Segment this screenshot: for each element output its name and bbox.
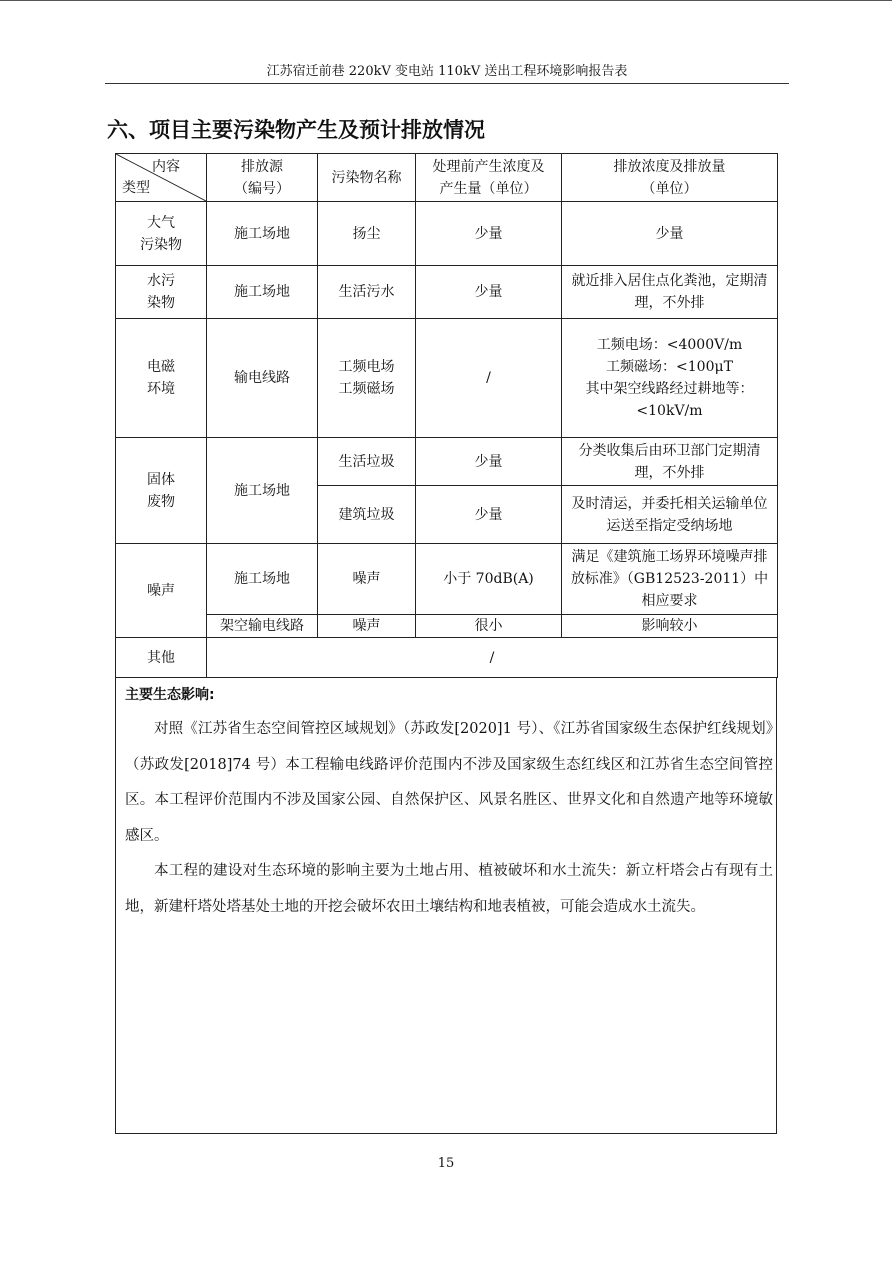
pollutant-cell: 生活垃圾 (318, 438, 416, 486)
before-cell: 少量 (416, 202, 562, 266)
before-cell: 少量 (416, 486, 562, 544)
ecology-heading: 主要生态影响: (125, 687, 215, 703)
header-pollutant: 污染物名称 (318, 154, 416, 202)
type-cell: 固体 废物 (116, 438, 207, 544)
source-cell: 施工场地 (207, 202, 318, 266)
after-cell: 满足《建筑施工场界环境噪声排放标准》（GB12523-2011）中相应要求 (562, 544, 778, 615)
page-number: 15 (437, 1156, 455, 1171)
table-header-row (116, 154, 778, 202)
table-row-solid-1 (116, 438, 778, 486)
pollutant-cell: 建筑垃圾 (318, 486, 416, 544)
header-type-label: 类型 (122, 180, 150, 196)
ecology-paragraph-2: 本工程的建设对生态环境的影响主要为土地占用、植被破坏和水土流失：新立杆塔会占有现有土地，新建杆塔处塔基处土地的开挖会破坏农田土壤结构和地表植被，可能会造成水土流失。 (125, 863, 773, 915)
after-cell: 影响较小 (562, 615, 778, 638)
source-cell: 施工场地 (207, 266, 318, 319)
ecology-paragraph-1: 对照《江苏省生态空间管控区域规划》（苏政发[2020]1 号）、《江苏省国家级生态保护红线规划》（苏政发[2018]74 号）本工程输电线路评价范围内不涉及国家级生态红线区和江苏省生态空间管控区。本工程评价范围内不涉及国家公园、自然保护区、风景名胜区、世界文化和自然遗产地等环境敏感区。 (125, 721, 773, 844)
pollutant-cell: 工频电场 工频磁场 (318, 319, 416, 438)
pollutant-cell: 生活污水 (318, 266, 416, 319)
after-cell: 分类收集后由环卫部门定期清理，不外排 (562, 438, 778, 486)
type-cell: 噪声 (116, 544, 207, 638)
table-row-air (116, 202, 778, 266)
pollutant-cell: 噪声 (318, 615, 416, 638)
diagonal-header-cell (116, 154, 207, 202)
source-cell: 架空输电线路 (207, 615, 318, 638)
source-cell: 施工场地 (207, 544, 318, 615)
header-rule (105, 83, 789, 84)
pollutant-cell: 噪声 (318, 544, 416, 615)
after-cell: 工频电场：<4000V/m 工频磁场：<100μT 其中架空线路经过耕地等：<10kV/m (562, 319, 778, 438)
section-title: 六、项目主要污染物产生及预计排放情况 (107, 117, 485, 142)
header-before: 处理前产生浓度及 产生量（单位） (416, 154, 562, 202)
pollutant-table (115, 153, 778, 678)
table-row-water (116, 266, 778, 319)
header-content-label: 内容 (152, 159, 180, 175)
table-row-other (116, 638, 778, 678)
type-cell: 电磁 环境 (116, 319, 207, 438)
before-cell: 很小 (416, 615, 562, 638)
after-cell: 就近排入居住点化粪池，定期清理，不外排 (562, 266, 778, 319)
after-cell: 少量 (562, 202, 778, 266)
header-after: 排放浓度及排放量 （单位） (562, 154, 778, 202)
pollutant-cell: 扬尘 (318, 202, 416, 266)
after-cell: 及时清运，并委托相关运输单位运送至指定受纳场地 (562, 486, 778, 544)
type-cell: 水污 染物 (116, 266, 207, 319)
page-top-border (0, 0, 892, 1)
other-value-cell: / (207, 638, 778, 678)
type-cell: 大气 污染物 (116, 202, 207, 266)
source-cell: 施工场地 (207, 438, 318, 544)
running-header: 江苏宿迁前巷 220kV 变电站 110kV 送出工程环境影响报告表 (266, 64, 628, 79)
table-row-noise-1 (116, 544, 778, 615)
source-cell: 输电线路 (207, 319, 318, 438)
table-row-electromagnetic (116, 319, 778, 438)
type-cell: 其他 (116, 638, 207, 678)
before-cell: 小于 70dB(A) (416, 544, 562, 615)
table-row-noise-2 (116, 615, 778, 638)
ecology-section (115, 677, 777, 1134)
before-cell: / (416, 319, 562, 438)
before-cell: 少量 (416, 266, 562, 319)
header-source: 排放源 （编号） (207, 154, 318, 202)
before-cell: 少量 (416, 438, 562, 486)
